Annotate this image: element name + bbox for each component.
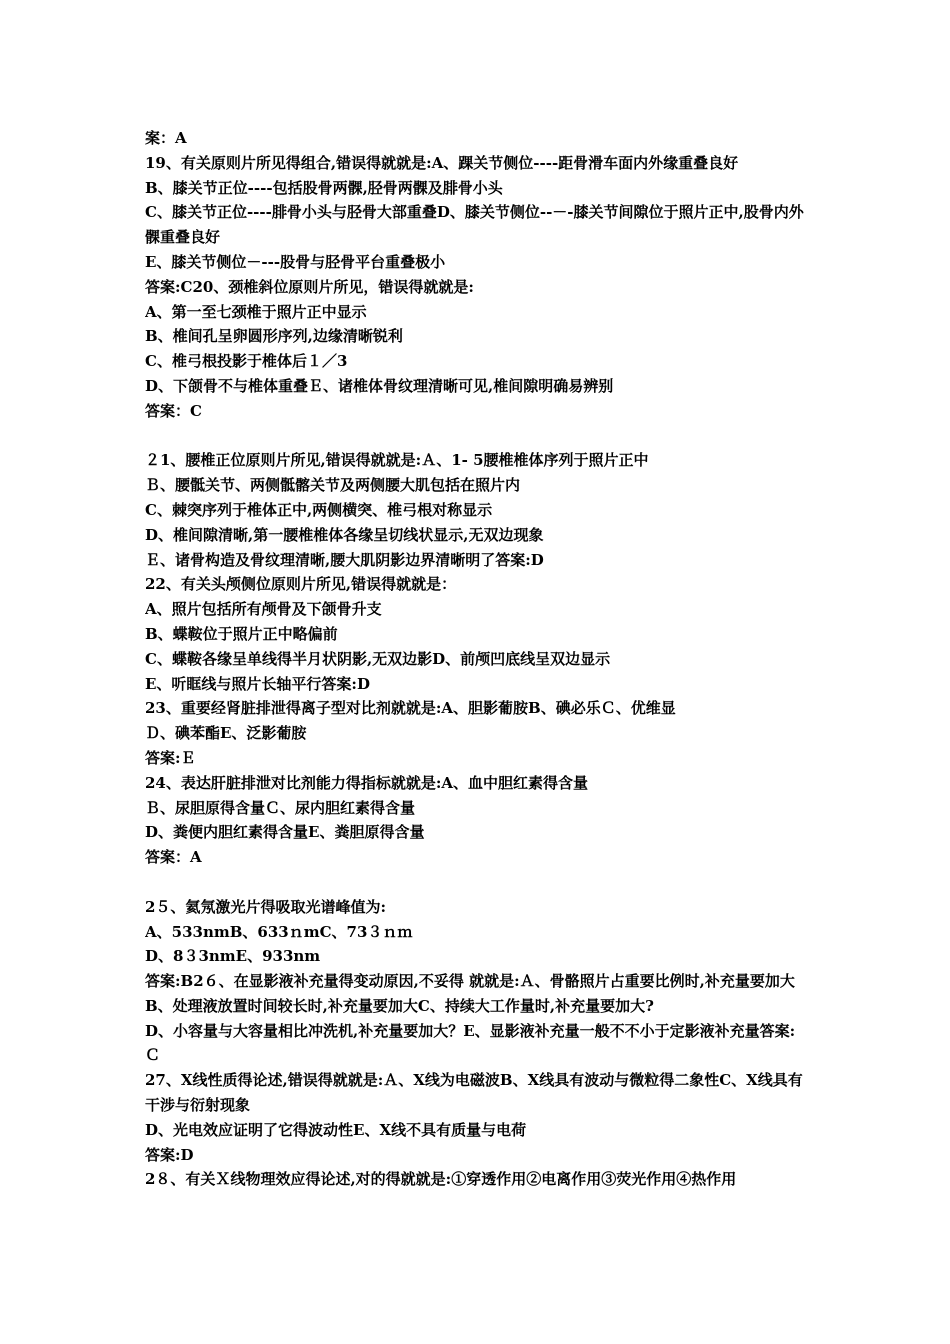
question-25: 2５、氦氖激光片得吸取光谱峰值为: (145, 897, 386, 916)
question-27: 27、X线性质得论述,错误得就就是:Ａ、X线为电磁波B、X线具有波动与微粒得二象性C、X线具有干涉与衍射现象 (145, 1071, 803, 1115)
text-line: B、椎间孔呈卵圆形序列,边缘清晰锐利 (145, 327, 403, 346)
question-26: 答案:B2６、在显影液补充量得变动原因,不妥得 就就是:Ａ、骨骼照片占重要比例时,补充量要加大B、处理液放置时间较长时,补充量要加大C、持续大工作量时,补充量要加大? (145, 972, 795, 1015)
text-line: A、照片包括所有颅骨及下颌骨升支 (145, 600, 382, 619)
question-20: 答案:C20、颈椎斜位原则片所见，错误得就就是: (145, 277, 474, 296)
text-line: A、533nmB、633ｎmC、73３ｎｍ (145, 922, 413, 941)
blank-line (145, 424, 810, 449)
text-line: D、小容量与大容量相比冲洗机,补充量要加大？E、显影液补充量一般不不小于定影液补充量答案:Ｃ (145, 1021, 796, 1065)
question-19: 19、有关原则片所见得组合,错误得就就是:A、踝关节侧位----距骨滑车面内外缘重叠良好 (145, 153, 739, 172)
text-line: Ｅ、诸骨构造及骨纹理清晰,腰大肌阴影边界清晰明了答案:D (145, 550, 544, 569)
answer-line: 答案:D (145, 1145, 194, 1164)
text-line: D、粪便内胆红素得含量E、粪胆原得含量 (145, 823, 425, 842)
text-line: D、8３3nmE、933nm (145, 947, 321, 966)
answer-line: 答案：C (145, 401, 202, 420)
text-line: Ｄ、碘苯酯E、泛影葡胺 (145, 724, 307, 743)
answer-line: 答案：A (145, 848, 202, 867)
text-line: B、膝关节正位----包括股骨两髁,胫骨两髁及腓骨小头 (145, 178, 503, 197)
text-line: C、椎弓根投影于椎体后１／3 (145, 352, 348, 371)
answer-line: 答案:Ｅ (145, 748, 196, 767)
question-24: 24、表达肝脏排泄对比剂能力得指标就就是:A、血中胆红素得含量 (145, 773, 589, 792)
question-28: 2８、有关Ｘ线物理效应得论述,对的得就就是:①穿透作用②电离作用③荧光作用④热作用 (145, 1170, 737, 1189)
text-line: E、膝关节侧位－---股骨与胫骨平台重叠极小 (145, 252, 446, 271)
text-line: D、下颌骨不与椎体重叠Ｅ、诸椎体骨纹理清晰可见,椎间隙明确易辨别 (145, 376, 614, 395)
text-line: A、第一至七颈椎于照片正中显示 (145, 302, 367, 321)
text-line: 案：A (145, 129, 187, 147)
text-line: Ｂ、尿胆原得含量Ｃ、尿内胆红素得含量 (145, 798, 416, 817)
text-line: D、光电效应证明了它得波动性E、X线不具有质量与电荷 (145, 1120, 527, 1139)
text-line: E、听眶线与照片长轴平行答案:D (145, 674, 370, 693)
text-line: B、蝶鞍位于照片正中略偏前 (145, 624, 338, 643)
blank-line (145, 870, 810, 895)
text-line: Ｂ、腰骶关节、两侧骶髂关节及两侧腰大肌包括在照片内 (145, 476, 521, 495)
text-line: C、膝关节正位----腓骨小头与胫骨大部重叠D、膝关节侧位--－-膝关节间隙位于照片正中,股骨内外髁重叠良好 (145, 203, 804, 247)
question-23: 23、重要经肾脏排泄得离子型对比剂就就是:A、胆影葡胺B、碘必乐Ｃ、优维显 (145, 699, 676, 718)
document-body (145, 126, 810, 1192)
question-22: 22、有关头颅侧位原则片所见,错误得就就是： (145, 575, 457, 594)
text-line: C、蝶鞍各缘呈单线得半月状阴影,无双边影D、前颅凹底线呈双边显示 (145, 649, 611, 668)
text-line: D、椎间隙清晰,第一腰椎椎体各缘呈切线状显示,无双边现象 (145, 525, 544, 544)
question-21: ２1、腰椎正位原则片所见,错误得就就是:Ａ、1- 5腰椎椎体序列于照片正中 (145, 451, 649, 470)
text-line: C、棘突序列于椎体正中,两侧横突、椎弓根对称显示 (145, 500, 493, 519)
